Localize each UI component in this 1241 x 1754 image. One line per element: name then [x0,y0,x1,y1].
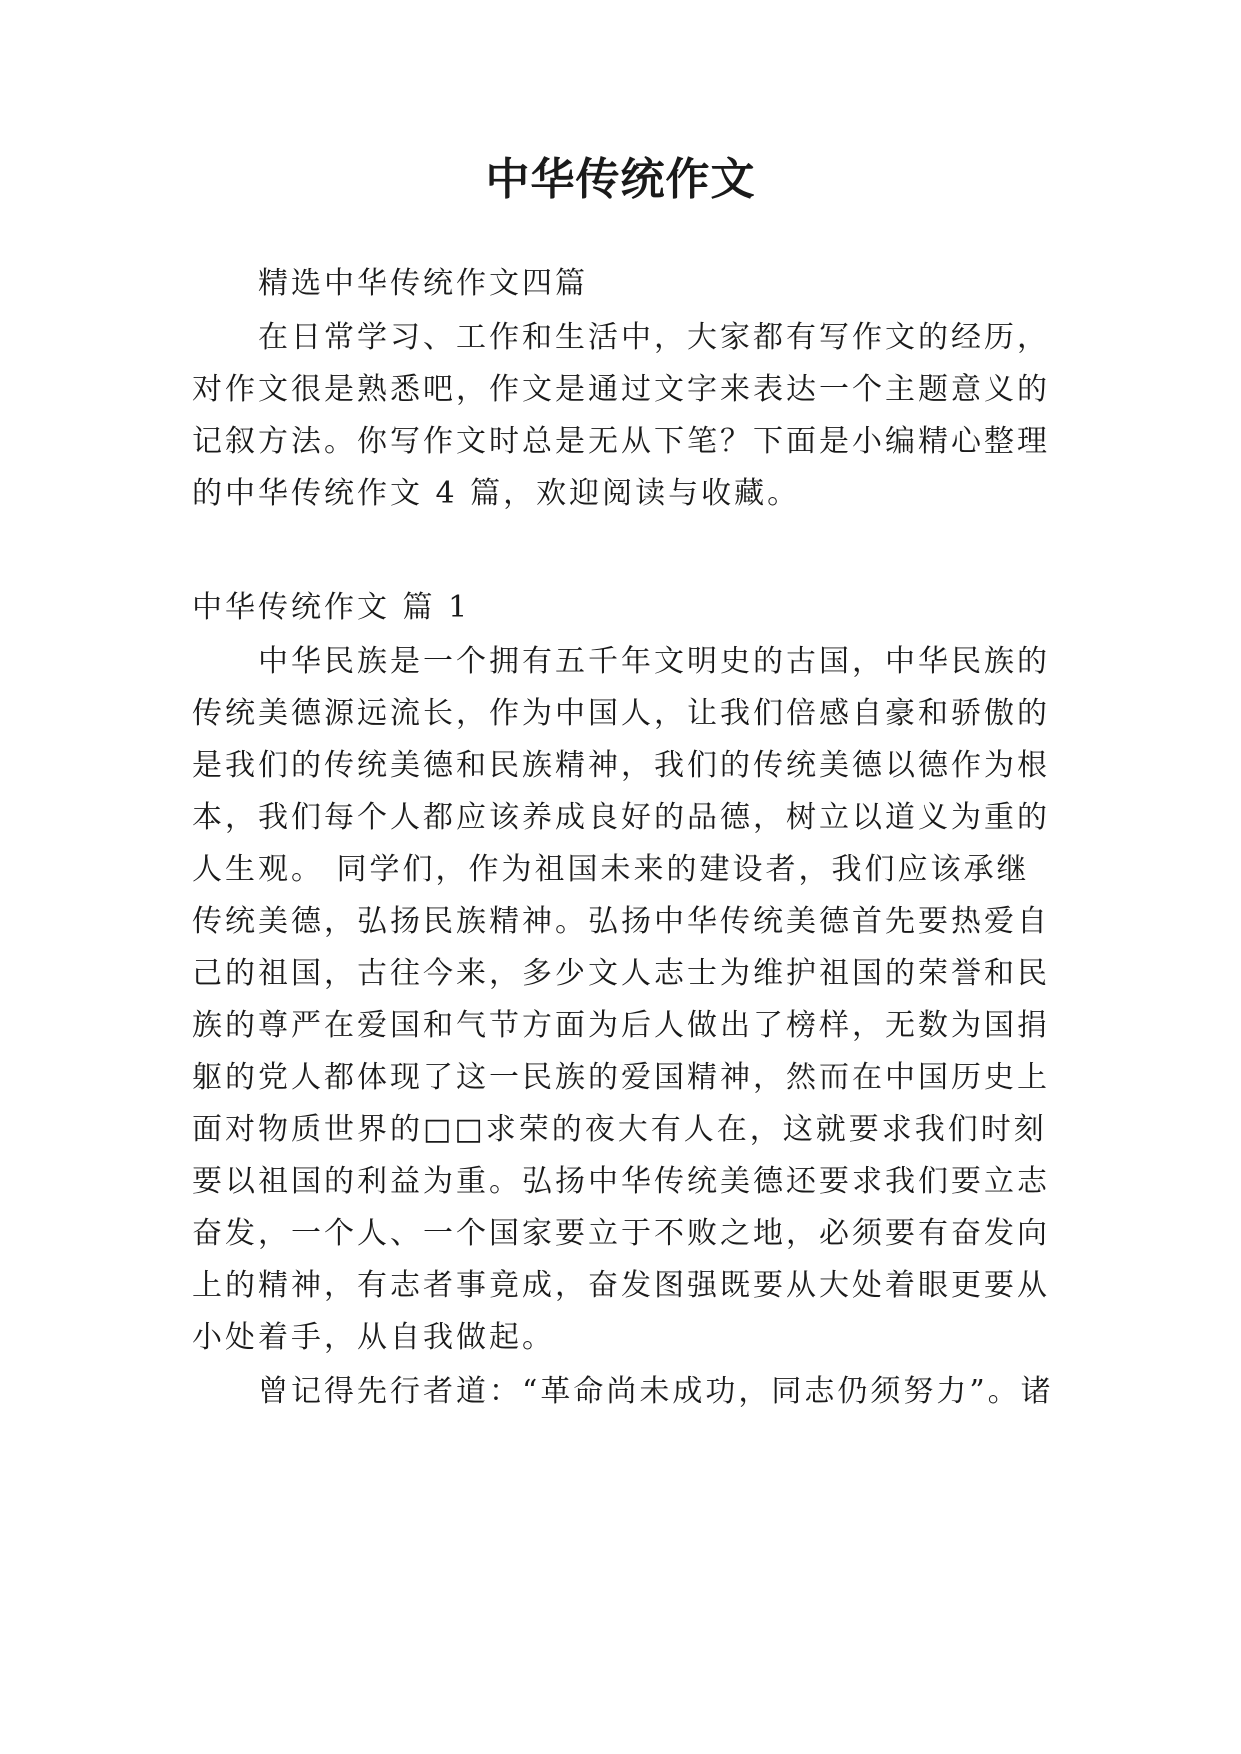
intro-line: 的中华传统作文 4 篇，欢迎阅读与收藏。 [192,476,801,511]
paragraph-line: 传统美德，弘扬民族精神。弘扬中华传统美德首先要热爱自 [192,904,1050,939]
paragraph-line: 小处着手，从自我做起。 [192,1320,555,1355]
paragraph-line: 躯的党人都体现了这一民族的爱国精神，然而在中国历史上 [192,1060,1050,1095]
document-title: 中华传统作文 [485,154,756,205]
paragraph-line: 传统美德源远流长，作为中国人，让我们倍感自豪和骄傲的 [192,696,1050,731]
paragraph-line: 本，我们每个人都应该养成良好的品德，树立以道义为重的 [192,800,1050,835]
paragraph-line: 要以祖国的利益为重。弘扬中华传统美德还要求我们要立志 [192,1164,1050,1199]
paragraph-line: 奋发，一个人、一个国家要立于不败之地，必须要有奋发向 [192,1216,1050,1251]
intro-line: 记叙方法。你写作文时总是无从下笔？下面是小编精心整理 [192,424,1050,459]
paragraph-line: 上的精神，有志者事竟成，奋发图强既要从大处着眼更要从 [192,1268,1050,1303]
paragraph-line: 面对物质世界的□□求荣的夜大有人在，这就要求我们时刻 [192,1112,1047,1147]
paragraph-line: 是我们的传统美德和民族精神，我们的传统美德以德作为根 [192,748,1050,783]
paragraph-line: 族的尊严在爱国和气节方面为后人做出了榜样，无数为国捐 [192,1008,1050,1043]
intro-line: 在日常学习、工作和生活中，大家都有写作文的经历， [258,320,1050,355]
section-heading: 中华传统作文 篇 1 [192,590,471,625]
intro-line: 对作文很是熟悉吧，作文是通过文字来表达一个主题意义的 [192,372,1050,407]
paragraph-line: 曾记得先行者道：“革命尚未成功，同志仍须努力”。诸 [258,1374,1054,1409]
document-subtitle: 精选中华传统作文四篇 [258,266,588,301]
paragraph-line: 中华民族是一个拥有五千年文明史的古国，中华民族的 [258,644,1050,679]
paragraph-line: 己的祖国，古往今来，多少文人志士为维护祖国的荣誉和民 [192,956,1050,991]
paragraph-line: 人生观。 同学们，作为祖国未来的建设者，我们应该承继 [192,852,1030,887]
